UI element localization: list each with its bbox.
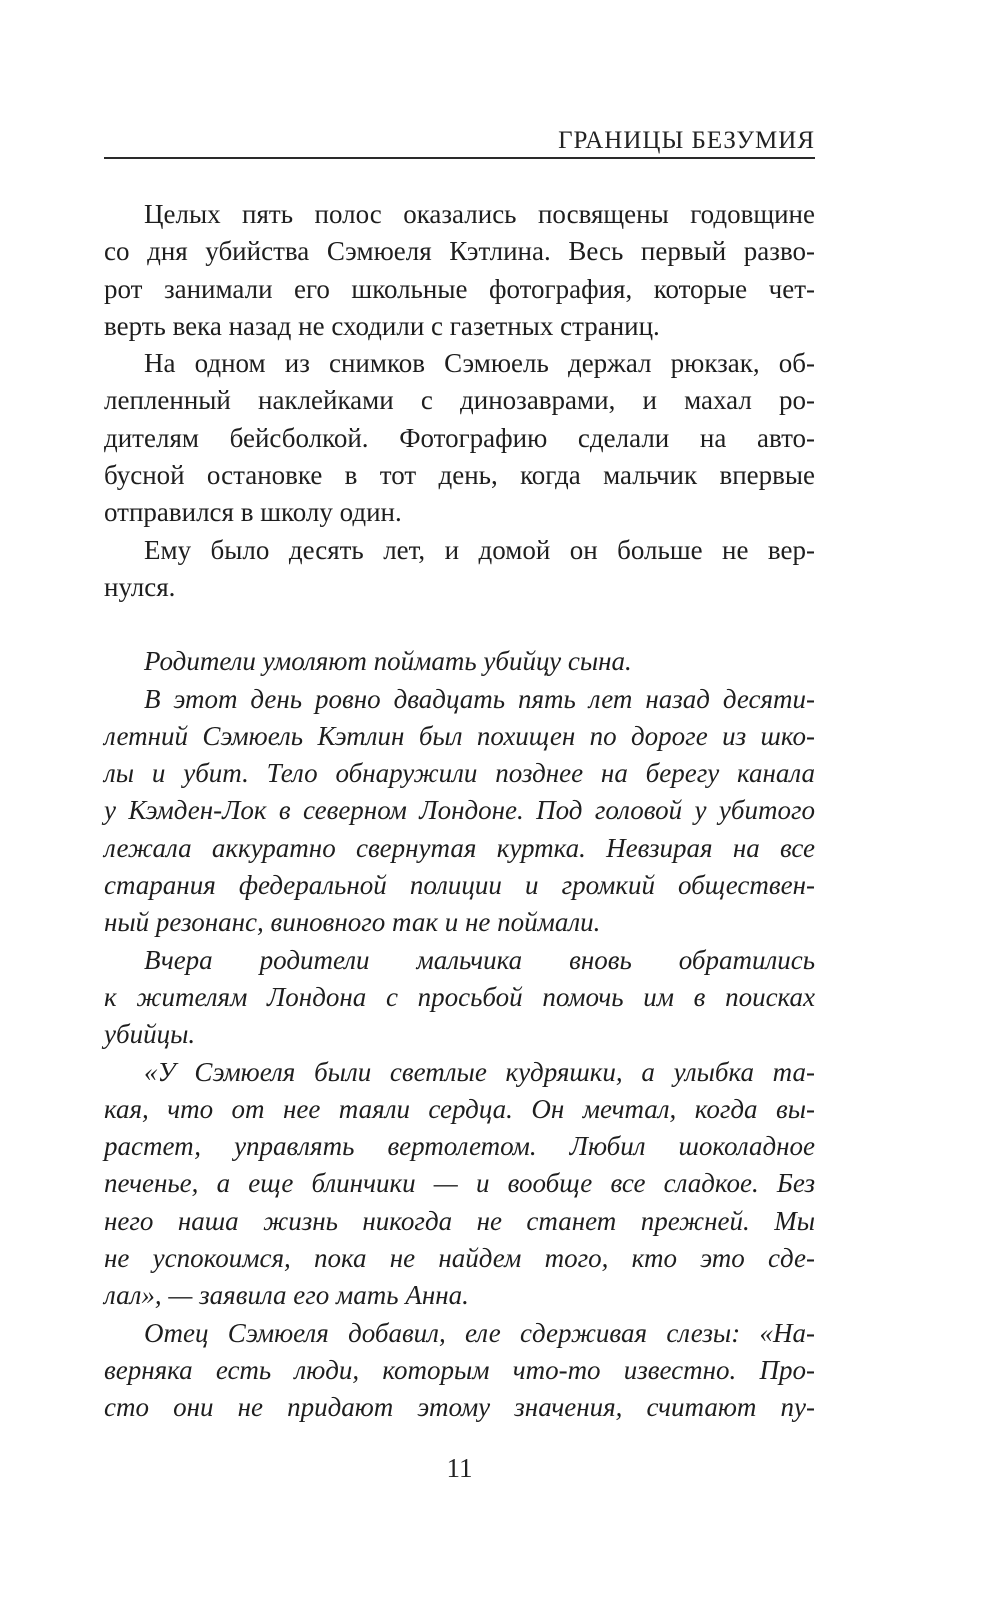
section-break bbox=[104, 606, 815, 643]
text-line: отправился в школу один. bbox=[104, 497, 402, 528]
text-line: Ему было десять лет, и домой он больше не вер- bbox=[144, 534, 815, 565]
text-line: у Кэмден-Лок в северном Лондоне. Под головой у убитого bbox=[104, 795, 815, 826]
text-line: лы и убит. Тело обнаружили позднее на берегу канала bbox=[104, 758, 815, 789]
paragraph bbox=[104, 681, 815, 942]
paragraph bbox=[104, 942, 815, 1054]
text-line: убийцы. bbox=[104, 1019, 196, 1050]
text-line: со дня убийства Сэмюеля Кэтлина. Весь первый разво- bbox=[104, 236, 815, 267]
page-number: 11 bbox=[446, 1453, 473, 1483]
text-line: Целых пять полос оказались посвящены годовщине bbox=[144, 199, 815, 229]
text-line: ный резонанс, виновного так и не поймали. bbox=[104, 907, 601, 938]
text-line: В этот день ровно двадцать пять лет назад десяти- bbox=[144, 683, 815, 714]
text-line: кая, что от нее таяли сердца. Он мечтал, когда вы- bbox=[104, 1093, 815, 1124]
text-line: старания федеральной полиции и громкий обществен- bbox=[104, 870, 815, 901]
paragraph bbox=[104, 532, 815, 607]
text-line: Отец Сэмюеля добавил, еле сдерживая слезы: «На- bbox=[144, 1317, 815, 1348]
text-line: верть века назад не сходили с газетных страниц. bbox=[104, 310, 660, 341]
header-rule-divider bbox=[104, 157, 815, 159]
text-line: верняка есть люди, которым что-то известно. Про- bbox=[104, 1354, 815, 1385]
text-line: Вчера родители мальчика вновь обратились bbox=[144, 944, 815, 975]
text-line: На одном из снимков Сэмюель держал рюкзак, об- bbox=[144, 348, 815, 379]
text-line: лал», — заявила его мать Анна. bbox=[104, 1280, 469, 1311]
text-line: него наша жизнь никогда не станет прежней. Мы bbox=[104, 1205, 815, 1236]
text-line: не успокоимся, пока не найдем того, кто это сде- bbox=[104, 1243, 815, 1274]
text-line: Родители умоляют поймать убийцу сына. bbox=[144, 646, 632, 677]
text-line: лепленный наклейками с динозаврами, и махал ро- bbox=[104, 385, 815, 416]
text-line: растет, управлять вертолетом. Любил шоколадное bbox=[104, 1131, 815, 1162]
paragraph bbox=[104, 196, 815, 345]
text-line: рот занимали его школьные фотография, которые чет- bbox=[104, 273, 815, 304]
newspaper-headline bbox=[104, 643, 815, 680]
text-line: нулся. bbox=[104, 571, 176, 602]
text-line: сто они не придают этому значения, считают пу- bbox=[104, 1392, 815, 1423]
body-text bbox=[104, 196, 815, 1427]
text-line: лежала аккуратно свернутая куртка. Невзирая на все bbox=[104, 832, 815, 863]
paragraph bbox=[104, 345, 815, 531]
running-head: ГРАНИЦЫ БЕЗУМИЯ bbox=[558, 127, 815, 154]
paragraph bbox=[104, 1315, 815, 1427]
text-line: к жителям Лондона с просьбой помочь им в поисках bbox=[104, 981, 815, 1012]
text-line: летний Сэмюель Кэтлин был похищен по дороге из шко- bbox=[104, 720, 815, 751]
text-line: «У Сэмюеля были светлые кудряшки, а улыбка та- bbox=[144, 1056, 815, 1087]
text-line: бусной остановке в тот день, когда мальчик впервые bbox=[104, 460, 815, 491]
quote-paragraph bbox=[104, 1054, 815, 1315]
text-line: печенье, а еще блинчики — и вообще все сладкое. Без bbox=[104, 1168, 815, 1199]
text-line: дителям бейсболкой. Фотографию сделали на авто- bbox=[104, 422, 815, 453]
